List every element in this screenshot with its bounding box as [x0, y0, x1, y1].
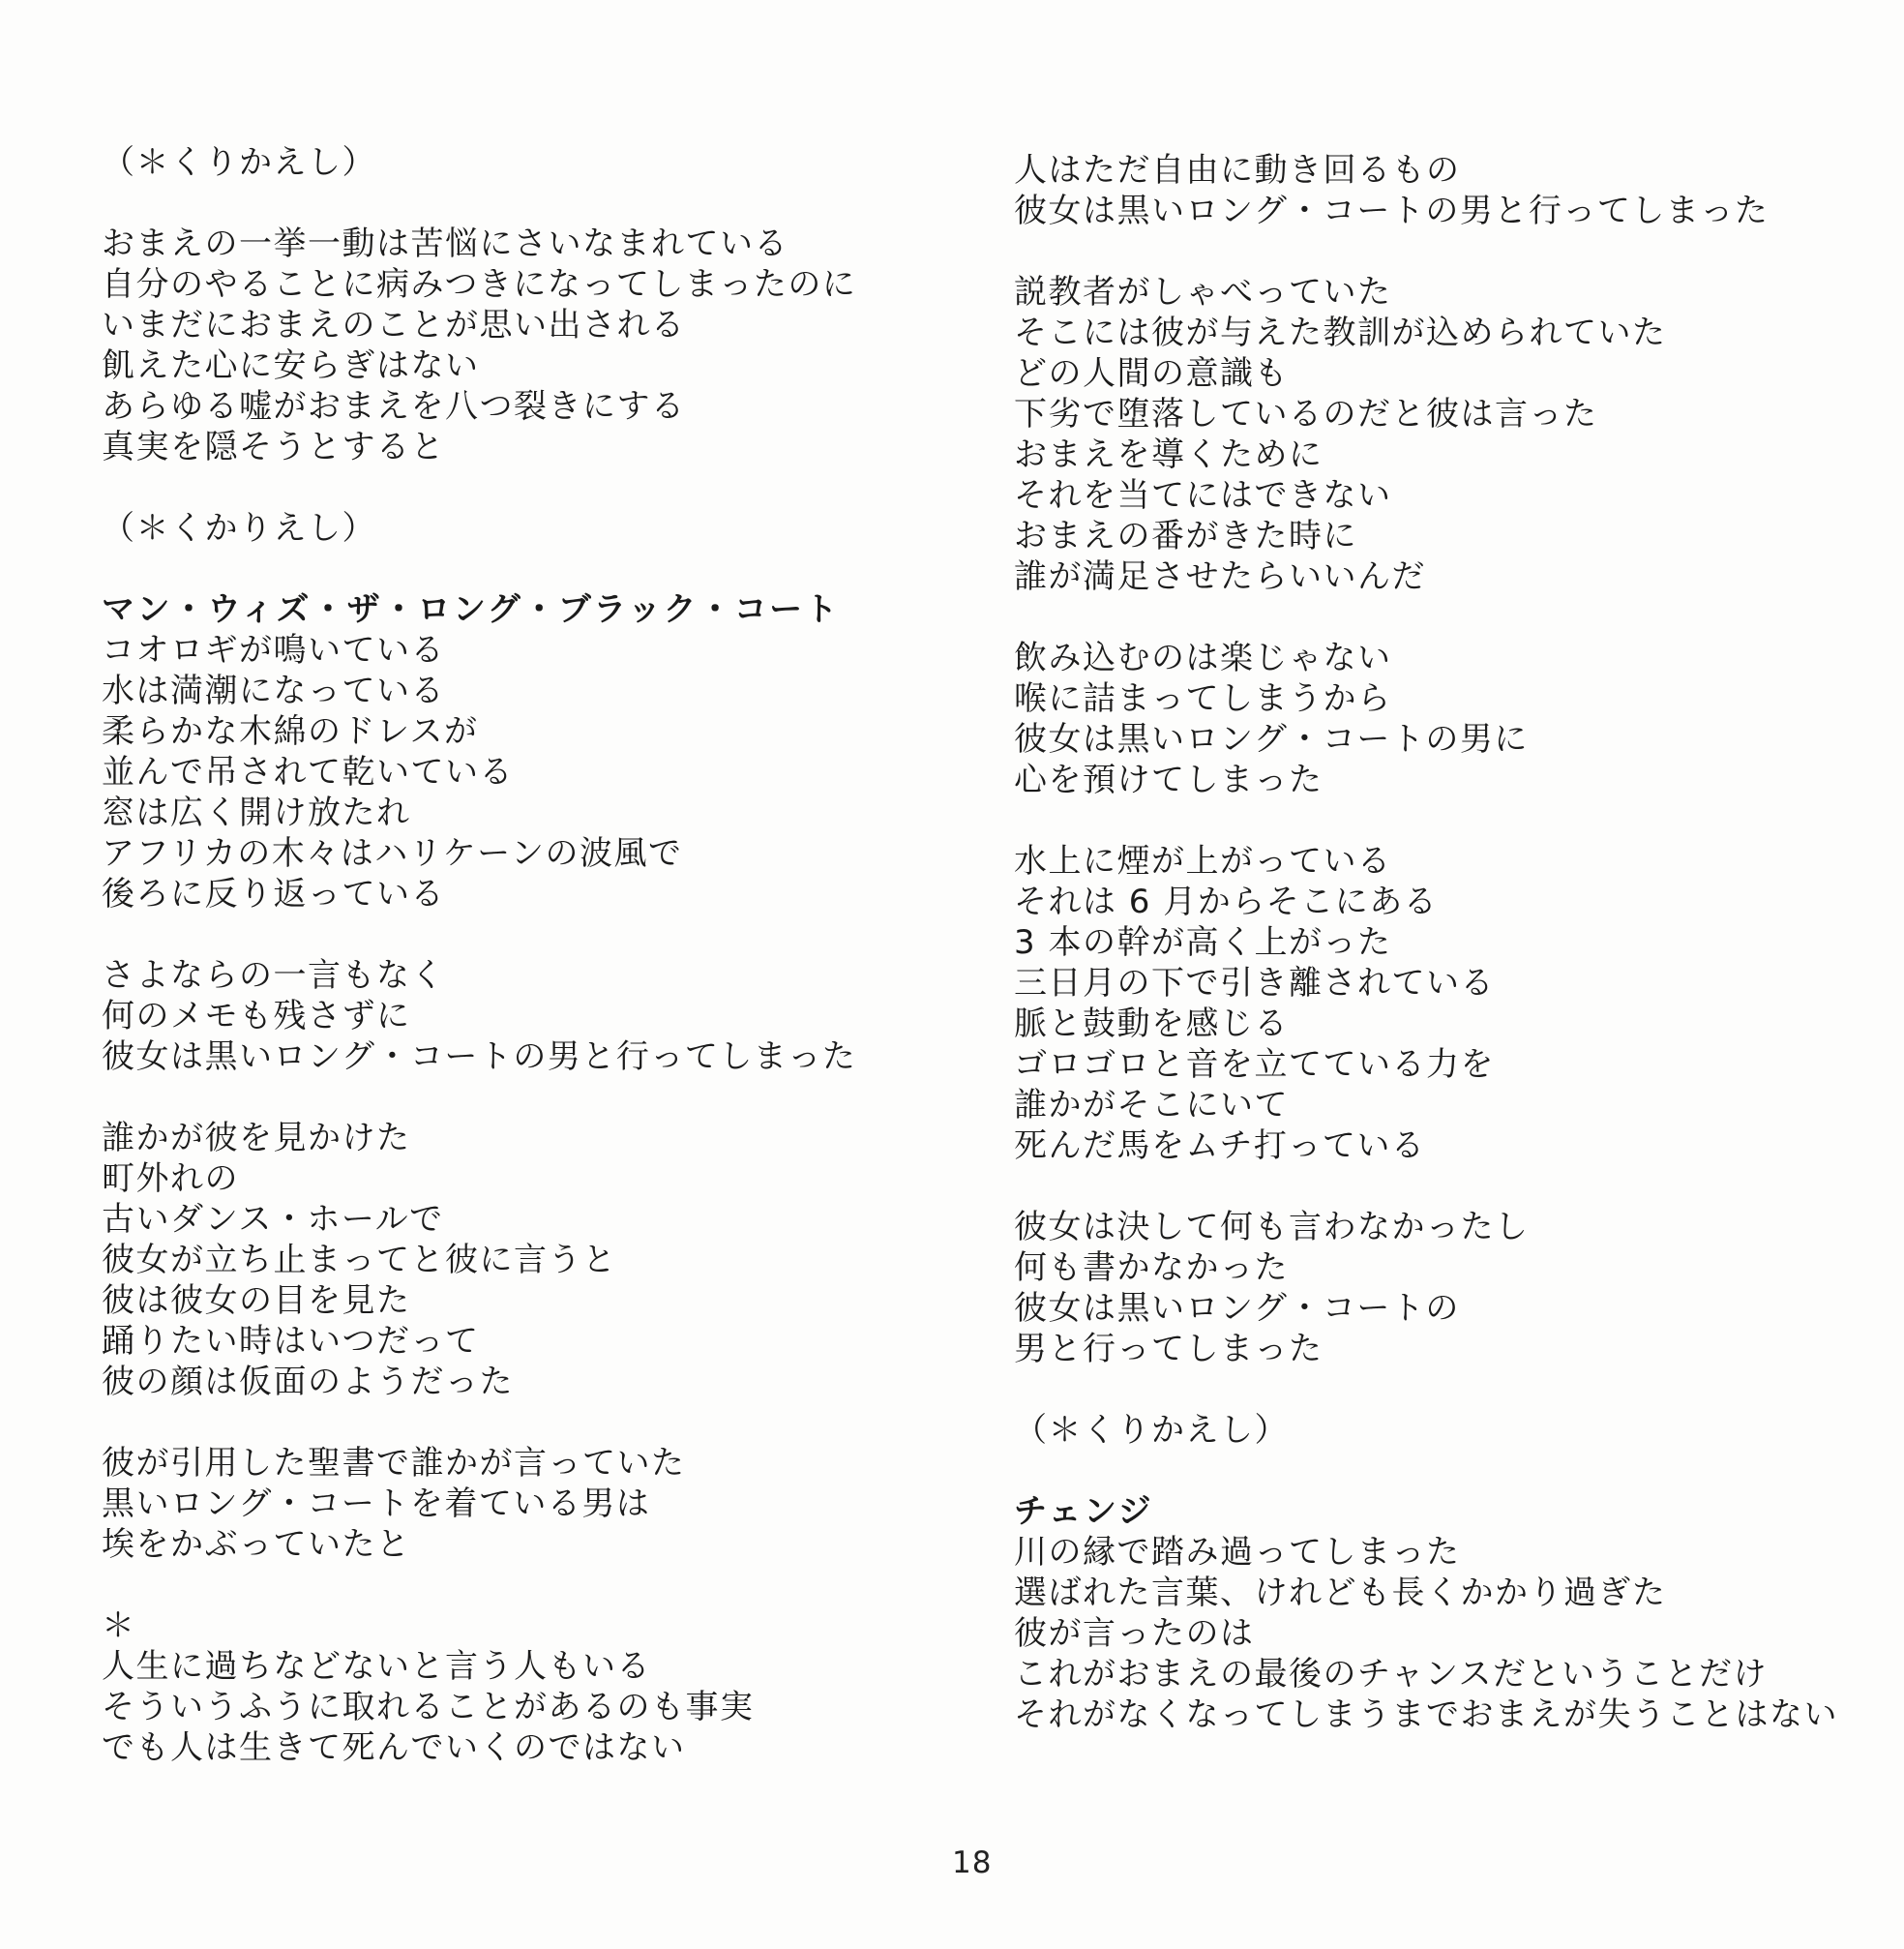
lyric-line: 古いダンス・ホールで [102, 1200, 444, 1239]
lyric-line: 柔らかな木綿のドレスが [102, 712, 479, 751]
lyric-line: 彼女は黒いロング・コートの [1014, 1289, 1460, 1328]
page-number: 18 [952, 1845, 993, 1880]
lyric-line: 誰が満足させたらいいんだ [1014, 557, 1426, 596]
lyric-line: 彼が言ったのは [1014, 1614, 1255, 1653]
lyric-line: 彼女は黒いロング・コートの男と行ってしまった [1014, 192, 1770, 230]
stanza [102, 142, 856, 183]
lyric-line: 彼女は黒いロング・コートの男と行ってしまった [102, 1037, 857, 1076]
lyric-line: 川の縁で踏み過ってしまった [1014, 1533, 1461, 1572]
lyrics-column-left [102, 142, 856, 1768]
lyric-line: 埃をかぶっていたと [102, 1525, 411, 1564]
lyric-line: どの人間の意識も [1014, 354, 1289, 393]
song-title-line: チェンジ [1014, 1492, 1154, 1531]
lyric-line: おまえを導くために [1014, 435, 1324, 474]
lyric-line: 何のメモも残さずに [102, 997, 411, 1035]
lyric-line: 三日月の下で引き離されている [1014, 964, 1495, 1003]
stanza [102, 1118, 856, 1402]
stanza [1014, 272, 1838, 597]
lyric-line: いまだにおまえのことが思い出される [102, 306, 686, 345]
lyric-line: （＊くりかえし） [1014, 1411, 1289, 1450]
stanza [1014, 638, 1838, 800]
lyric-line: 喉に詰まってしまうから [1014, 679, 1392, 718]
lyric-line: 脈と鼓動を感じる [1014, 1004, 1289, 1043]
lyric-line: 何も書かなかった [1014, 1248, 1289, 1287]
lyric-line: 踊りたい時はいつだって [102, 1322, 480, 1361]
lyric-line: （＊くかりえし） [102, 509, 376, 548]
lyric-line: 黒いロング・コートを着ている男は [102, 1484, 651, 1523]
stanza [102, 1443, 856, 1565]
lyric-line: 飢えた心に安らぎはない [102, 346, 480, 385]
lyric-line: そういうふうに取れることがあるのも事実 [102, 1688, 755, 1726]
lyric-line: そこには彼が与えた教訓が込められていた [1014, 314, 1667, 352]
lyric-line: アフリカの木々はハリケーンの波風で [102, 834, 683, 873]
lyric-line: 水上に煙が上がっている [1014, 842, 1392, 881]
lyric-line: おまえの一挙一動は苦悩にさいなまれている [102, 225, 788, 263]
lyric-line: 選ばれた言葉、けれども長くかかり過ぎた [1014, 1574, 1667, 1612]
lyric-line: それは 6 月からそこにある [1014, 883, 1439, 921]
lyric-line: 彼の顔は仮面のようだった [102, 1363, 514, 1401]
lyric-line: 飲み込むのは楽じゃない [1014, 639, 1392, 677]
lyric-line: 真実を隠そうとすると [102, 428, 445, 466]
stanza [102, 589, 856, 915]
lyric-line: 後ろに反り返っている [102, 875, 445, 914]
stanza [1014, 150, 1838, 231]
lyric-line: おまえの番がきた時に [1014, 517, 1357, 555]
lyric-line: 並んで吊されて乾いている [102, 753, 514, 792]
lyric-line: 彼は彼女の目を見た [102, 1281, 411, 1320]
lyric-line: 町外れの [102, 1159, 239, 1198]
lyric-line: 人はただ自由に動き回るもの [1014, 151, 1461, 190]
lyric-line: ゴロゴロと音を立てている力を [1014, 1045, 1495, 1084]
stanza [1014, 841, 1838, 1166]
lyric-line: それがなくなってしまうまでおまえが失うことはない [1014, 1695, 1838, 1734]
lyrics-column-right [1014, 150, 1838, 1735]
lyric-line: 彼女が立ち止まってと彼に言うと [102, 1241, 617, 1279]
lyric-line: 死んだ馬をムチ打っている [1014, 1126, 1426, 1165]
lyric-line: あらゆる嘘がおまえを八つ裂きにする [102, 387, 686, 426]
lyric-line: 彼女は決して何も言わなかったし [1014, 1208, 1530, 1246]
song-title-line: マン・ウィズ・ザ・ロング・ブラック・コート [102, 590, 841, 629]
lyric-line: これがおまえの最後のチャンスだということだけ [1014, 1655, 1768, 1694]
lyric-line: 心を預けてしまった [1014, 761, 1324, 799]
lyric-line: 水は満潮になっている [102, 672, 445, 710]
lyric-line: 下劣で堕落しているのだと彼は言った [1014, 395, 1598, 434]
stanza [1014, 1410, 1838, 1451]
lyric-line: コオロギが鳴いている [102, 631, 445, 670]
lyric-line: 誰かがそこにいて [1014, 1086, 1289, 1124]
lyric-line: ＊ [102, 1606, 136, 1645]
lyric-line: 3 本の幹が高く上がった [1014, 923, 1392, 962]
lyric-line: 説教者がしゃべっていた [1014, 273, 1392, 312]
lyric-line: 窓は広く開け放たれ [102, 794, 411, 832]
lyric-line: でも人は生きて死んでいくのではない [102, 1728, 686, 1767]
lyric-line: 人生に過ちなどないと言う人もいる [102, 1647, 651, 1686]
stanza [102, 224, 856, 467]
lyric-line: 彼が引用した聖書で誰かが言っていた [102, 1444, 686, 1483]
lyric-line: （＊くりかえし） [102, 143, 376, 182]
stanza [102, 1605, 856, 1768]
stanza [102, 955, 856, 1077]
stanza [1014, 1207, 1838, 1369]
lyric-line: 男と行ってしまった [1014, 1330, 1324, 1368]
lyric-line: さよならの一言もなく [102, 956, 445, 995]
lyric-line: それを当てにはできない [1014, 476, 1392, 515]
stanza [1014, 1491, 1838, 1735]
stanza [102, 508, 856, 549]
lyric-line: 誰かが彼を見かけた [102, 1119, 411, 1157]
lyric-line: 彼女は黒いロング・コートの男に [1014, 720, 1529, 759]
lyric-line: 自分のやることに病みつきになってしまったのに [102, 265, 857, 304]
